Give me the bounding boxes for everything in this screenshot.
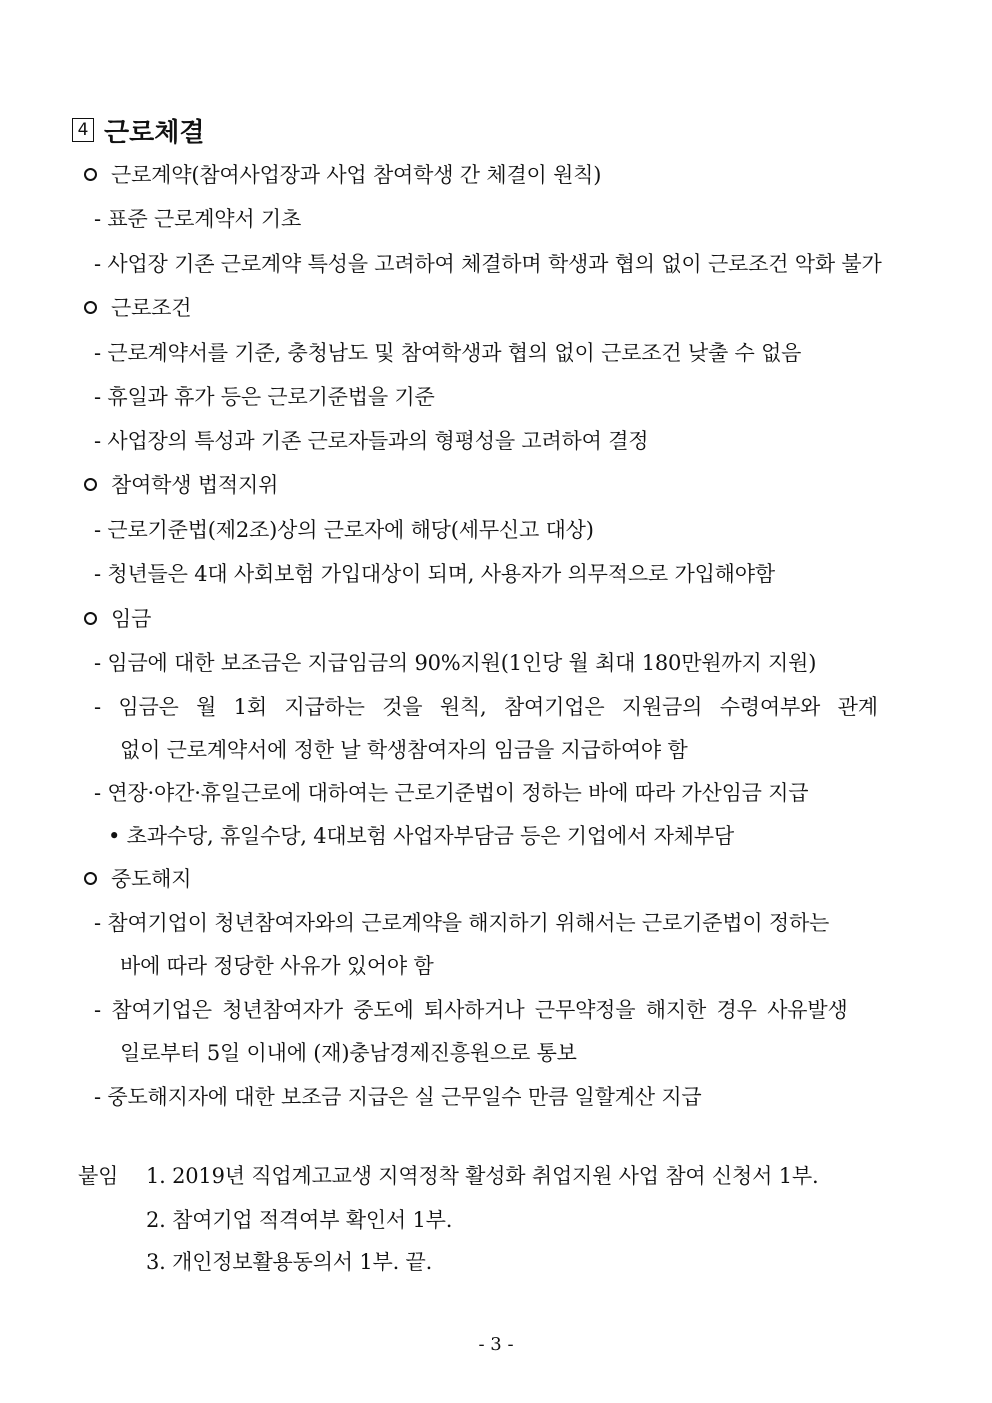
bullet-item (84, 605, 151, 633)
bullet-item (84, 865, 191, 893)
circle-bullet-icon (84, 612, 97, 625)
dash-item (94, 427, 648, 455)
dash-item (94, 205, 301, 233)
line-text: 일로부터 5일 이내에 (재)충남경제진흥원으로 통보 (120, 1041, 577, 1065)
line-text: 근로조건 (111, 296, 192, 320)
dash-item (94, 909, 829, 937)
line-text: - 중도해지자에 대한 보조금 지급은 실 근무일수 만큼 일할계산 지급 (94, 1085, 702, 1109)
line-text: - 임금에 대한 보조금은 지급임금의 90%지원(1인당 월 최대 180만원까지 지원) (94, 651, 817, 675)
dash-item (94, 1083, 702, 1111)
line-text: 임금 (111, 607, 152, 631)
dash-item (94, 779, 808, 807)
dash-item (94, 250, 882, 278)
circle-bullet-icon (84, 168, 97, 181)
line-text: - 사업장 기존 근로계약 특성을 고려하여 체결하며 학생과 협의 없이 근로조건 악화 불가 (94, 252, 882, 276)
continuation-line (120, 1039, 577, 1067)
dash-item (94, 649, 816, 677)
line-text: - 표준 근로계약서 기초 (94, 207, 302, 231)
page-number: - 3 - (478, 1334, 514, 1355)
line-text: - 휴일과 휴가 등은 근로기준법을 기준 (94, 385, 435, 409)
bullet-item (84, 471, 278, 499)
line-text: - 참여기업은 청년참여자가 중도에 퇴사하거나 근무약정을 해지한 경우 사유발생 (94, 998, 848, 1022)
attachment-item: 2. 참여기업 적격여부 확인서 1부. (146, 1208, 453, 1232)
line-text: - 청년들은 4대 사회보험 가입대상이 되며, 사용자가 의무적으로 가입해야함 (94, 562, 775, 586)
dash-item (94, 560, 775, 588)
continuation-line (120, 952, 434, 980)
attachment-item: 3. 개인정보활용동의서 1부. 끝. (146, 1250, 433, 1274)
bullet-item (84, 294, 191, 322)
line-text: - 연장·야간·휴일근로에 대하여는 근로기준법이 정하는 바에 따라 가산임금 지급 (94, 781, 809, 805)
section-heading (72, 113, 204, 147)
line-text: - 참여기업이 청년참여자와의 근로계약을 해지하기 위해서는 근로기준법이 정하는 (94, 911, 830, 935)
attachment-item: 1. 2019년 직업계고교생 지역정착 활성화 취업지원 사업 참여 신청서 1부. (146, 1164, 819, 1188)
line-text: - 근로기준법(제2조)상의 근로자에 해당(세무신고 대상) (94, 518, 594, 542)
line-text: 근로계약(참여사업장과 사업 참여학생 간 체결이 원칙) (111, 163, 602, 187)
line-text: 중도해지 (111, 867, 192, 891)
line-text: 바에 따라 정당한 사유가 있어야 함 (120, 954, 434, 978)
line-text: 없이 근로계약서에 정한 날 학생참여자의 임금을 지급하여야 함 (120, 738, 688, 762)
line-text: - 사업장의 특성과 기존 근로자들과의 형평성을 고려하여 결정 (94, 429, 649, 453)
dash-item (94, 996, 848, 1024)
attachments-label: 붙임 (78, 1164, 119, 1188)
line-text: 참여학생 법적지위 (111, 473, 279, 497)
line-text: • 초과수당, 휴일수당, 4대보험 사업자부담금 등은 기업에서 자체부담 (108, 824, 734, 848)
bullet-item (84, 161, 601, 189)
line-text: - 임금은 월 1회 지급하는 것을 원칙, 참여기업은 지원금의 수령여부와 관계 (94, 695, 878, 719)
dash-item (94, 516, 594, 544)
dash-item (94, 693, 878, 721)
dash-item (94, 383, 435, 411)
circle-bullet-icon (84, 872, 97, 885)
dash-item (94, 339, 801, 367)
section-title: 근로체결 (104, 117, 205, 148)
circle-bullet-icon (84, 301, 97, 314)
sub-item (108, 822, 734, 850)
continuation-line (120, 736, 688, 764)
line-text: - 근로계약서를 기준, 충청남도 및 참여학생과 협의 없이 근로조건 낮출 수 없음 (94, 341, 802, 365)
section-number-box: 4 (72, 118, 94, 142)
circle-bullet-icon (84, 478, 97, 491)
